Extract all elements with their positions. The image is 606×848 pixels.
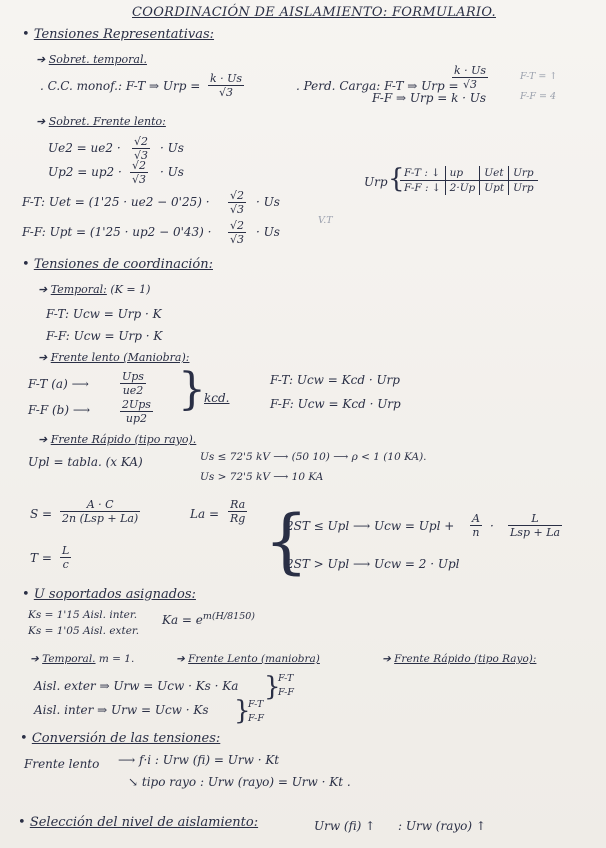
- fraction-num: A · C: [60, 498, 140, 512]
- table-cell: Urp: [509, 166, 538, 181]
- fraction: [228, 219, 246, 246]
- formula-line: . C.C. monof.: F-T ⇒ Urp =: [40, 79, 201, 93]
- formula-line: F-T: Ucw = Urp · K: [46, 307, 162, 321]
- formula-line: F-F ⇒ Urp = k · Us: [372, 91, 487, 105]
- table-cell: F-T : ↓: [404, 167, 441, 179]
- formula-line: Upl = tabla. (x KA): [28, 455, 143, 469]
- section-heading: • Conversión de las tensiones:: [20, 731, 221, 746]
- fraction-den: √3: [230, 233, 245, 246]
- fraction-num: √2: [132, 159, 147, 172]
- formula-line: · Us: [256, 225, 280, 239]
- fraction-den: up2: [125, 412, 148, 425]
- subheading: ➔ Frente lento (Maniobra):: [38, 351, 190, 364]
- formula-line: Ue2 = ue2 ·: [48, 141, 121, 155]
- formula-line: 2ST ≤ Upl ⟶ Ucw = Upl +: [286, 519, 455, 533]
- formula-line: . Perd. Carga: F-T ⇒ Urp =: [296, 79, 459, 93]
- table-row: [400, 181, 538, 196]
- section-heading-label: Selección del nivel de aislamiento:: [29, 815, 259, 830]
- fraction-num: L: [62, 544, 70, 557]
- table-cell: Upt: [480, 181, 509, 196]
- formula-line: La =: [190, 507, 219, 521]
- formula-line: Us ≤ 72'5 kV ⟶ (50 10) ⟶ ρ < 1 (10 KA).: [200, 451, 427, 463]
- formula-line: ⟶ f·i : Urw (fi) = Urw · Kt: [118, 753, 280, 767]
- formula-line: F-F (b) ⟶: [28, 403, 91, 417]
- fraction: [470, 512, 482, 539]
- fraction-num: 2Ups: [122, 398, 151, 411]
- formula-line: Up2 = up2 ·: [48, 165, 122, 179]
- margin-note: F-F = 4: [520, 91, 557, 102]
- formula-line: F-F: Ucw = Urp · K: [46, 329, 163, 343]
- ka-label: Ka = e: [162, 613, 203, 627]
- table-cell: F-F : ↓: [404, 182, 441, 194]
- fraction-num: L: [508, 512, 562, 526]
- section-heading: • Tensiones de coordinación:: [22, 257, 213, 272]
- fraction-den: n: [472, 526, 480, 539]
- fraction-den: √3: [463, 78, 478, 91]
- case-label: F-T: [248, 699, 264, 710]
- formula-line: ↘ tipo rayo : Urw (rayo) = Urw · Kt .: [128, 775, 351, 789]
- formula-line: 2ST > Upl ⟶ Ucw = 2 · Upl: [286, 557, 460, 571]
- kcd-label: kcd.: [204, 391, 230, 405]
- subheading-label: Temporal:: [50, 283, 107, 296]
- formula-line: F-F: Ucw = Kcd · Urp: [270, 397, 401, 411]
- section-heading: • U soportados asignados:: [22, 587, 196, 602]
- formula-line: Aisl. exter ⇒ Urw = Ucw · Ks · Ka: [34, 679, 239, 693]
- fraction-num: √2: [134, 135, 149, 148]
- subheading-label: Temporal.: [42, 653, 96, 665]
- fraction-den: Rg: [230, 512, 246, 525]
- section-heading: • Tensiones Representativas:: [22, 27, 215, 42]
- formula-line: F-F: Upt = (1'25 · up2 − 0'43) ·: [22, 225, 212, 239]
- table-label: Urp: [364, 175, 388, 189]
- fraction: [228, 189, 246, 216]
- formula-line: ·: [490, 519, 494, 533]
- subheading: ➔ Temporal: (K = 1): [38, 283, 151, 296]
- table-cell: Urp: [509, 181, 538, 196]
- fraction-num: √2: [230, 219, 245, 232]
- m-value: m = 1.: [98, 653, 135, 665]
- subheading: ➔ Frente Rápido (tipo rayo).: [38, 433, 197, 446]
- subheading-label: Frente Rápido (tipo rayo).: [50, 433, 197, 446]
- formula-line: F-T (a) ⟶: [28, 377, 89, 391]
- section-heading-label: Tensiones de coordinación:: [33, 257, 213, 272]
- formula-line: F-T: Uet = (1'25 · ue2 − 0'25) ·: [22, 195, 210, 209]
- fraction-den: ue2: [122, 384, 144, 397]
- case-label: F-F: [278, 687, 294, 698]
- subheading: ➔ Sobret. temporal.: [36, 53, 147, 66]
- fraction-den: √3: [134, 149, 149, 162]
- table-row: [400, 166, 538, 181]
- formula-line: · Us: [160, 165, 184, 179]
- fraction: [228, 498, 247, 525]
- page-title: COORDINACIÓN DE AISLAMIENTO: FORMULARIO.: [132, 5, 496, 20]
- fraction-num: √2: [230, 189, 245, 202]
- fraction-num: k · Us: [210, 72, 243, 85]
- fraction: [208, 72, 244, 99]
- subheading-label: Sobret. temporal.: [48, 53, 147, 66]
- fraction: [508, 512, 562, 539]
- result-text: : Urw (rayo) ↑: [398, 819, 486, 833]
- formula-line: Aisl. inter ⇒ Urw = Ucw · Ks: [34, 703, 209, 717]
- brace-icon: {: [264, 500, 309, 582]
- section-heading-label: Tensiones Representativas:: [33, 27, 215, 42]
- fraction: [130, 159, 148, 186]
- section-heading: • Selección del nivel de aislamiento:: [18, 815, 259, 830]
- formula-line: [162, 612, 255, 627]
- section-heading-label: U soportados asignados:: [33, 587, 196, 602]
- ka-exponent: m(H/8150): [202, 611, 255, 622]
- formula-line: T =: [30, 551, 52, 565]
- fraction: [132, 135, 150, 162]
- subheading-label: Sobret. Frente lento:: [48, 115, 166, 128]
- case-label: F-T: [278, 673, 294, 684]
- brace-icon: }: [264, 672, 281, 702]
- table-cell: up: [445, 166, 480, 181]
- subheading: ➔ Sobret. Frente lento:: [36, 115, 166, 128]
- margin-note: F-T = ↑: [520, 71, 558, 82]
- fraction: [60, 544, 71, 571]
- fraction-den: 2n (Lsp + La): [62, 512, 139, 525]
- fraction-num: Ra: [228, 498, 247, 512]
- section-heading-label: Conversión de las tensiones:: [31, 731, 221, 746]
- subheading: ➔ Temporal. m = 1.: [30, 653, 135, 665]
- subheading: ➔ Frente Rápido (tipo Rayo):: [382, 653, 537, 665]
- table-cell: 2·Up: [445, 181, 480, 196]
- formula-line: Us > 72'5 kV ⟶ 10 KA: [200, 471, 324, 483]
- formula-line: · Us: [256, 195, 280, 209]
- table-cell: Uet: [480, 166, 509, 181]
- formula-line: Ks = 1'15 Aisl. inter.: [28, 609, 138, 621]
- formula-line: F-T: Ucw = Kcd · Urp: [270, 373, 400, 387]
- subheading-label: Frente Lento (maniobra): [188, 653, 320, 665]
- urp-table: [400, 166, 538, 195]
- fraction: [452, 64, 488, 91]
- fraction-den: √3: [230, 203, 245, 216]
- brace-icon: }: [178, 364, 206, 415]
- fraction-num: A: [472, 512, 480, 525]
- subheading-label: Frente lento (Maniobra):: [50, 351, 190, 364]
- result-text: Urw (fi) ↑: [314, 819, 376, 833]
- formula-line: S =: [30, 507, 53, 521]
- brace-icon: }: [234, 696, 251, 726]
- formula-line: Ks = 1'05 Aisl. exter.: [28, 625, 140, 637]
- case-label: F-F: [248, 713, 264, 724]
- formula-line: · Us: [160, 141, 184, 155]
- fraction: [60, 498, 140, 525]
- fraction-num: Ups: [122, 370, 144, 383]
- brace-icon: {: [388, 164, 405, 194]
- fraction: [120, 370, 146, 397]
- subheading: ➔ Frente Lento (maniobra): [176, 653, 320, 665]
- formula-line: Frente lento: [24, 757, 100, 771]
- fraction-den: Lsp + La: [510, 526, 561, 539]
- fraction-num: k · Us: [454, 64, 487, 77]
- margin-note: V.T: [318, 215, 333, 226]
- fraction-den: √3: [219, 86, 234, 99]
- fraction: [120, 398, 153, 425]
- subheading-label: Frente Rápido (tipo Rayo):: [394, 653, 537, 665]
- k-value: (K = 1): [110, 283, 151, 296]
- fraction-den: √3: [132, 173, 147, 186]
- fraction-den: c: [62, 558, 69, 571]
